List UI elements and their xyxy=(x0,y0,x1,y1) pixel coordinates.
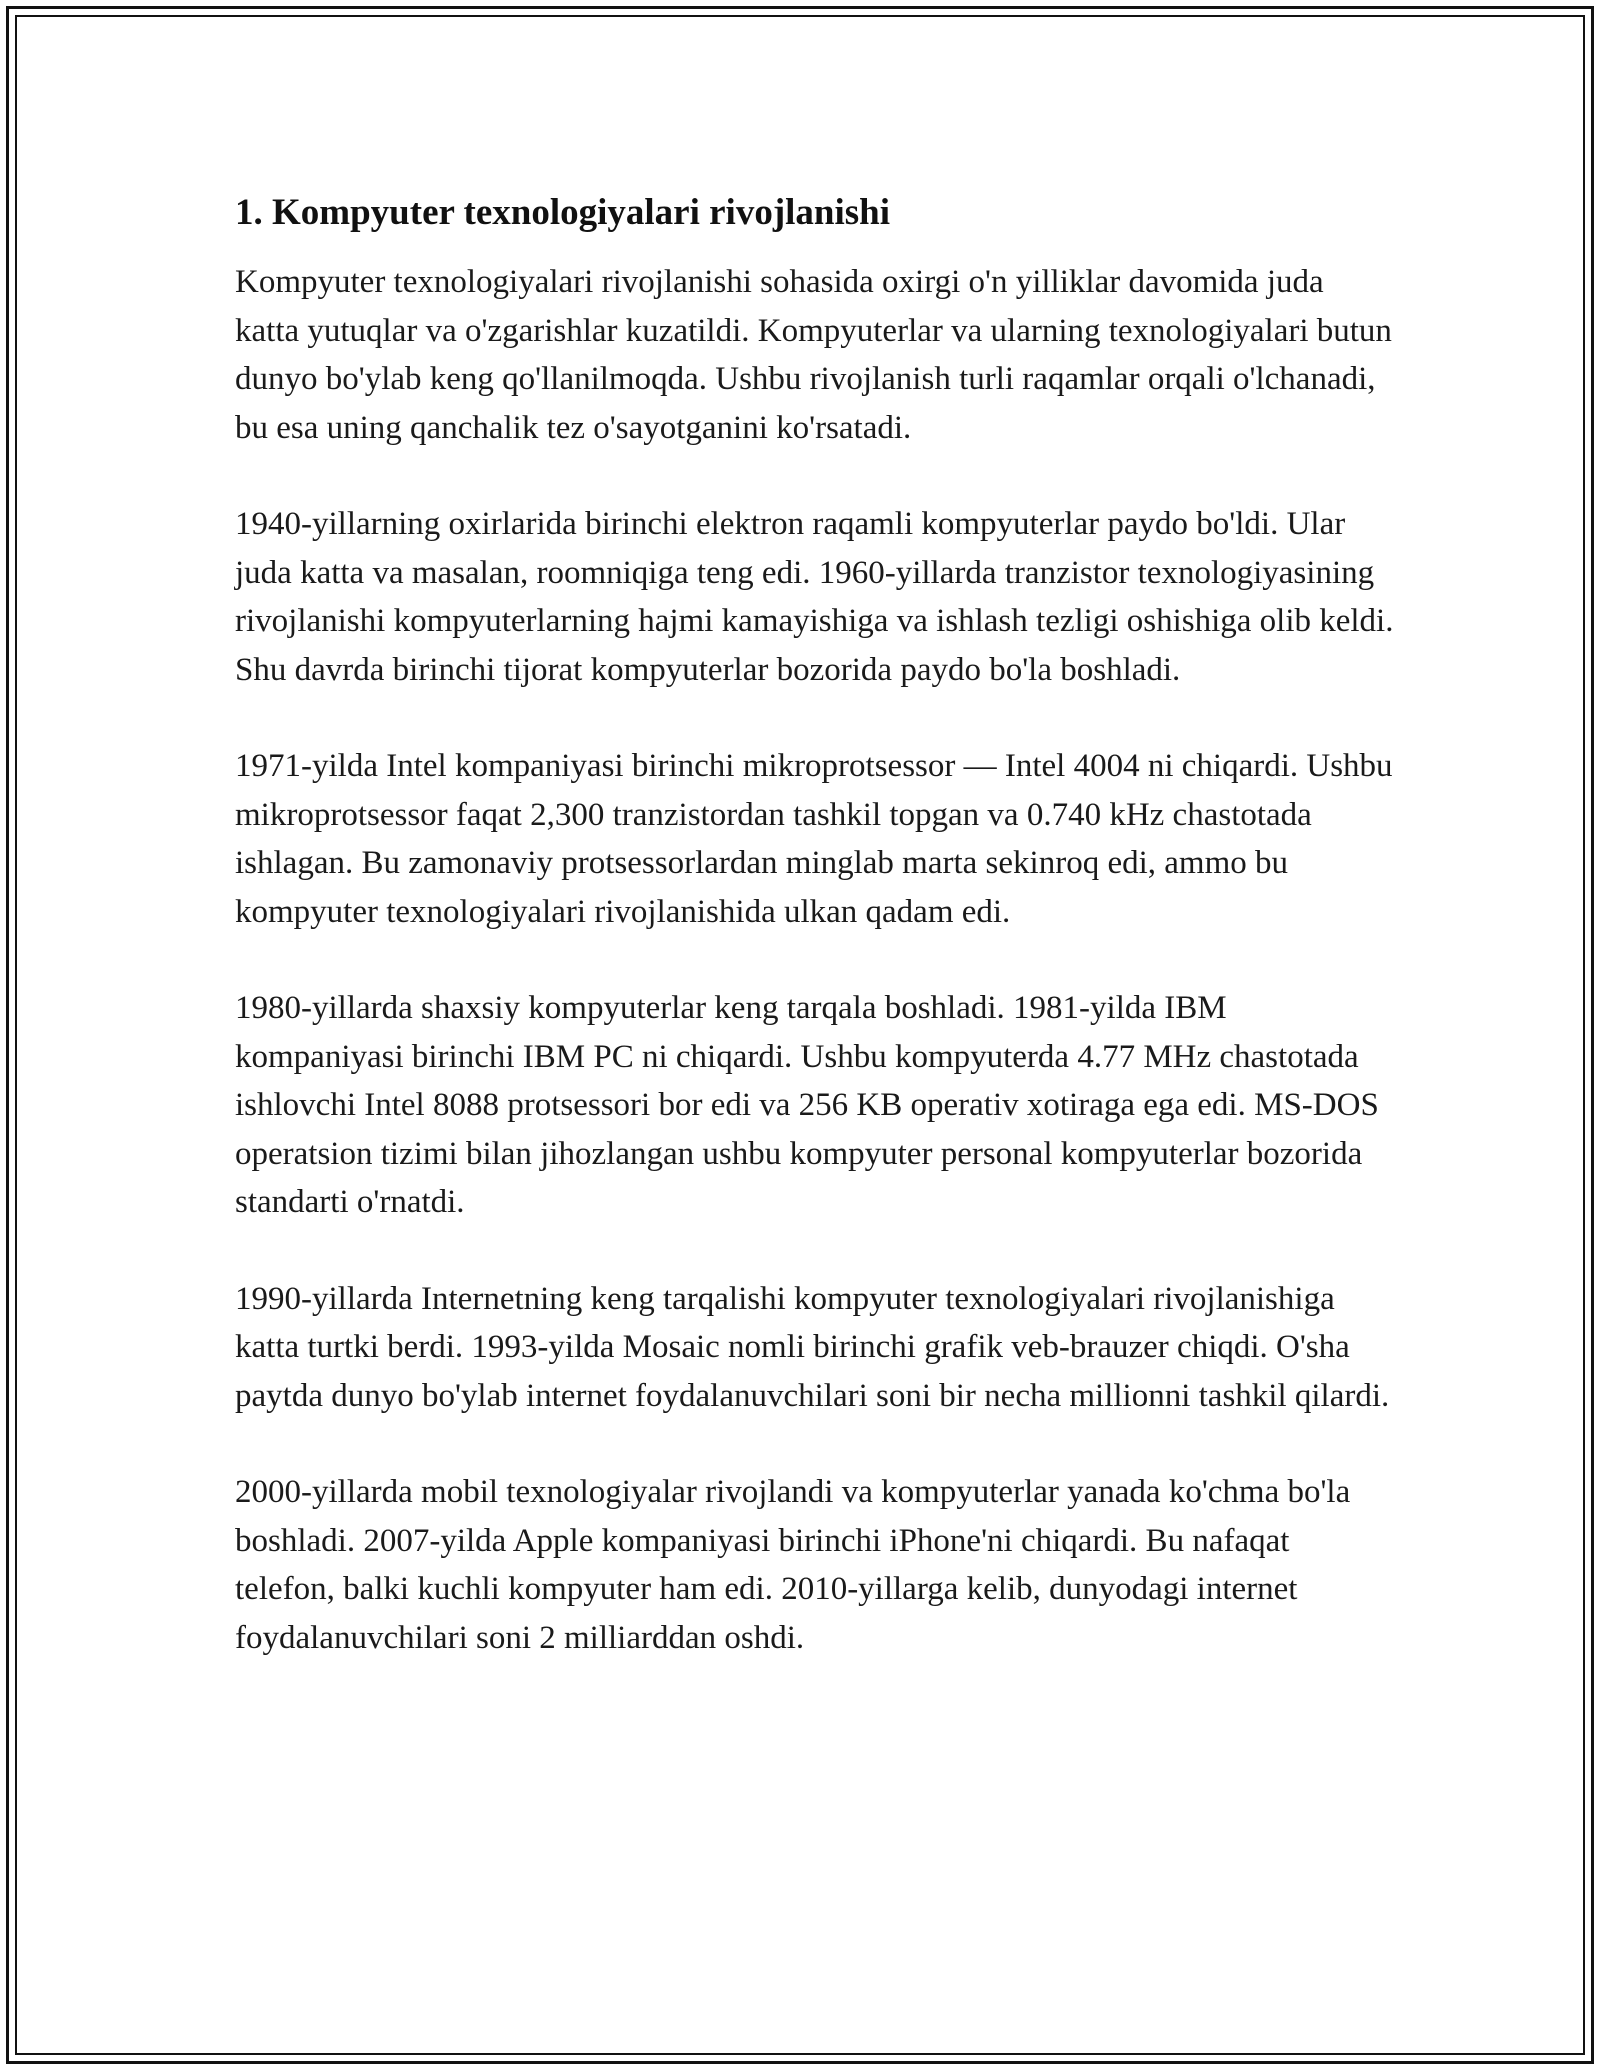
paragraph-1940s: 1940-yillarning oxirlarida birinchi elektron raqamli kompyuterlar paydo bo'ldi. Ular juda katta va masalan, roomniqiga teng edi. 1960-yillarda tranzistor texnologiyasining rivojlanishi kompyuterlarning hajmi kamayishiga va ishlash tezligi oshishiga olib keldi. Shu davrda birinchi tijorat kompyuterlar bozorida paydo bo'la boshladi. xyxy=(235,506,1394,688)
section-heading: 1. Kompyuter texnologiyalari rivojlanishi xyxy=(235,192,891,233)
paragraph-intro: Kompyuter texnologiyalari rivojlanishi sohasida oxirgi o'n yilliklar davomida juda katta yutuqlar va o'zgarishlar kuzatildi. Kompyuterlar va ularning texnologiyalari butun dunyo bo'ylab keng qo'llanilmoqda. Ushbu rivojlanish turli raqamlar orqali o'lchanadi, bu esa uning qanchalik tez o'sayotganini ko'rsatadi. xyxy=(235,264,1392,446)
document-body xyxy=(235,188,1395,1710)
paragraph-2000s: 2000-yillarda mobil texnologiyalar rivojlandi va kompyuterlar yanada ko'chma bo'la boshladi. 2007-yilda Apple kompaniyasi birinchi iPhone'ni chiqardi. Bu nafaqat telefon, balki kuchli kompyuter ham edi. 2010-yillarga kelib, dunyodagi internet foydalanuvchilari soni 2 milliarddan oshdi. xyxy=(235,1474,1351,1656)
paragraph-1990s: 1990-yillarda Internetning keng tarqalishi kompyuter texnologiyalari rivojlanishiga katta turtki berdi. 1993-yilda Mosaic nomli birinchi grafik veb-brauzer chiqdi. O'sha paytda dunyo bo'ylab internet foydalanuvchilari soni bir necha millionni tashkil qilardi. xyxy=(235,1280,1390,1414)
paragraph-1980s: 1980-yillarda shaxsiy kompyuterlar keng tarqala boshladi. 1981-yilda IBM kompaniyasi birinchi IBM PC ni chiqardi. Ushbu kompyuterda 4.77 MHz chastotada ishlovchi Intel 8088 protsessori bor edi va 256 KB operativ xotiraga ega edi. MS-DOS operatsion tizimi bilan jihozlangan ushbu kompyuter personal kompyuterlar bozorida standarti o'rnatdi. xyxy=(235,990,1379,1220)
paragraph-1971: 1971-yilda Intel kompaniyasi birinchi mikroprotsessor — Intel 4004 ni chiqardi. Ushbu mikroprotsessor faqat 2,300 tranzistordan tashkil topgan va 0.740 kHz chastotada ishlagan. Bu zamonaviy protsessorlardan minglab marta sekinroq edi, ammo bu kompyuter texnologiyalari rivojlanishida ulkan qadam edi. xyxy=(235,748,1393,930)
